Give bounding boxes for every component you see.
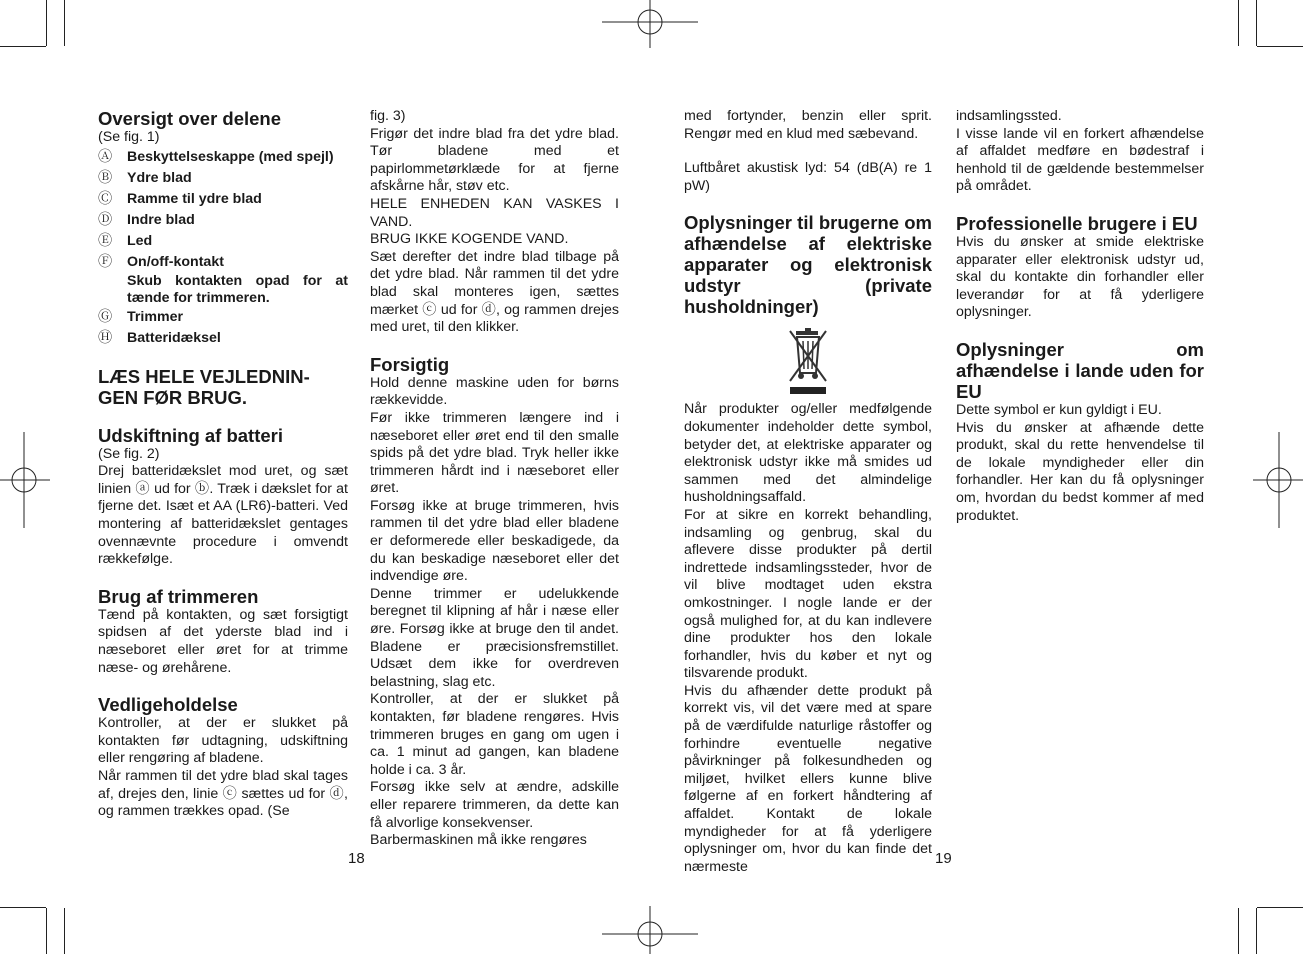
disposal-heading: Oplysninger til brugerne om afhændelse af elektriske apparater og elektronisk udstyr (private husholdninger) [684, 212, 932, 318]
part-item [98, 168, 348, 189]
non-eu-text: Dette symbol er kun gyldigt i EU. [956, 401, 1162, 418]
part-letter: Ⓐ [98, 148, 113, 165]
crossed-out-wheelie-bin-icon [784, 325, 832, 397]
part-letter: Ⓑ [98, 169, 113, 186]
use-text: Tænd på kontakten, og sæt forsigtigt spidsen af det yderste blad ind i næseboret eller øret for at trimme næse- og ørehårene. [98, 606, 348, 676]
caution-text: Forsøg ikke at bruge trimmeren, hvis rammen til det ydre blad eller bladene er deformerede eller beskadigede, da du kan beskadige næseboret eller det indvendige øre. [370, 497, 619, 585]
body-text: indsamlingssted. [956, 108, 1062, 124]
registration-mark-left [0, 430, 50, 530]
disposal-text: Når produkter og/eller medfølgende dokumenter indeholder dette symbol, betyder det, at elektriske apparater og elektronisk udstyr ikke må smides ud sammen med det almindelige husholdningsaffald. [684, 401, 932, 506]
crop-mark [64, 908, 65, 954]
part-name: Indre blad [127, 211, 195, 228]
part-item [98, 252, 348, 273]
crop-mark [0, 907, 46, 908]
use-heading: Brug af trimmeren [98, 585, 259, 607]
page-number-left: 18 [348, 850, 365, 867]
part-name: Batteridæksel [127, 329, 221, 346]
crop-mark [46, 0, 47, 46]
caution-text: Denne trimmer er udelukkende beregnet til klipning af hår i næse eller øre. Forsøg ikke at bruge den til andet. Bladene er præcisionsfremstillet. Udsæt dem ikke for overdreven belastning, slag etc. [370, 585, 619, 690]
part-letter: Ⓒ [98, 190, 113, 207]
professional-users-text: Hvis du ønsker at smide elektriske apparater eller elektronisk udstyr ud, skal du kontakte din forhandler eller leverandør for at få yderligere oplysninger. [956, 233, 1204, 321]
professional-users-heading: Professionelle brugere i EU [956, 212, 1198, 234]
part-item [98, 210, 348, 231]
body-text: I visse lande vil en forkert afhændelse af affaldet medføre en bødestraf i henhold til de gældende bestemmelser på området. [956, 125, 1204, 195]
caution-text: Barbermaskinen må ikke rengøres [370, 832, 587, 849]
care-heading: Vedligeholdelse [98, 694, 238, 716]
part-item [98, 189, 348, 210]
crop-mark [64, 0, 65, 46]
column-1 [98, 108, 348, 821]
caution-text: Kontroller, at der er slukket på kontakten, før bladene rengøres. Hvis trimmeren bruges en gang om ugen i ca. 1 minut ad gangen, kan bladene holde i ca. 3 år. [370, 691, 619, 778]
registration-mark-top [600, 0, 700, 48]
body-text: Sæt derefter det indre blad tilbage på det ydre blad. Når rammen til det ydre blad skal monteres igen, sættes mærket ⓒ ud for ⓓ, og rammen drejes med uret, til den klikker. [370, 248, 619, 336]
crop-mark [46, 908, 47, 954]
part-item [98, 231, 348, 252]
switch-note: Skub kontakten opad for at tænde for trimmeren. [127, 272, 348, 306]
caution-text: Hold denne maskine uden for børns rækkevidde. [370, 374, 619, 409]
part-name: Ydre blad [127, 169, 192, 186]
part-item [98, 328, 348, 349]
disposal-text: Hvis du afhænder dette produkt på korrekt vis, vil det være med at spare på de værdifulde naturlige råstoffer og forhindre eventuelle negative påvirkninger på folkesundheden og miljøet, hvilket ellers kunne blive følgerne af en forkert håndtering af affaldet. Kontakt de lokale myndigheder for at få yderligere oplysninger om, hvor du kan finde det nærmeste [684, 682, 932, 875]
column-3 [684, 108, 932, 876]
non-eu-text: Hvis du ønsker at afhænde dette produkt, skal du rette henvendelse til de lokale myndigheder eller din forhandler. Her kan du få oplysninger om, hvordan du bedst kommer af med produktet. [956, 419, 1204, 524]
part-letter: Ⓖ [98, 308, 113, 325]
parts-figure-ref: (Se fig. 1) [98, 129, 160, 145]
part-item [98, 147, 348, 168]
part-name: Ramme til ydre blad [127, 190, 262, 207]
column-2 [370, 108, 619, 850]
part-name: Trimmer [127, 308, 183, 325]
battery-text: Drej batteridækslet mod uret, og sæt linien ⓐ ud for ⓑ. Træk i dækslet for at fjerne det. Isæt et AA (LR6)-batteri. Ved montering af batteridækslet gentages ovennævnte procedure i omvendt rækkefølge. [98, 463, 348, 568]
registration-mark-bottom [600, 906, 700, 954]
part-letter: Ⓗ [98, 329, 113, 346]
battery-heading: Udskiftning af batteri [98, 424, 284, 446]
caution-text: Før ikke trimmeren længere ind i næseboret eller øret end til den smalle spids på det ydre blad. Tryk heller ikke trimmeren hårdt ind i næseboret eller øret. [370, 409, 619, 497]
read-instructions-heading: LÆS HELE VEJLEDNIN-GEN FØR BRUG. [98, 365, 310, 408]
part-name: On/off-kontakt [127, 253, 224, 270]
part-letter: Ⓕ [98, 253, 113, 270]
crop-mark [1257, 46, 1303, 47]
crop-mark [1238, 0, 1239, 46]
caps-warning: BRUG IKKE KOGENDE VAND. [370, 231, 569, 248]
part-letter: Ⓔ [98, 232, 113, 249]
non-eu-heading: Oplysninger om afhændelse i lande uden for EU [956, 338, 1204, 402]
caution-text: Forsøg ikke selv at ændre, adskille eller reparere trimmeren, da dette kan få alvorlige konsekvenser. [370, 779, 619, 831]
disposal-text: For at sikre en korrekt behandling, indsamling og genbrug, skal du aflevere disse produkter på dertil indrettede indsamlingssteder, hvor de vil blive modtaget uden ekstra omkostninger. I nogle lande er der også mulighed for, at du kan indlevere dine produkter hos den lokale forhandler, hvis du køber et nyt og tilsvarende produkt. [684, 506, 932, 682]
body-text: Frigør det indre blad fra det ydre blad. Tør bladene med et papirlommetørklæde for at fjerne afskårne hår, støv etc. [370, 125, 619, 195]
column-4 [956, 108, 1204, 525]
crop-mark [1238, 908, 1239, 954]
registration-mark-right [1253, 430, 1303, 530]
part-letter: Ⓓ [98, 211, 113, 228]
crop-mark [1256, 0, 1257, 46]
caution-heading: Forsigtig [370, 353, 450, 375]
part-item [98, 307, 348, 328]
figure-ref: fig. 3) [370, 108, 406, 124]
parts-heading: Oversigt over delene [98, 108, 282, 129]
noise-level: Luftbåret akustisk lyd: 54 (dB(A) re 1 pW) [684, 160, 932, 194]
care-text: Kontroller, at der er slukket på kontakten før udtagning, udskiftning eller rengøring af bladene. [98, 715, 348, 767]
caps-warning: HELE ENHEDEN KAN VASKES I VAND. [370, 195, 619, 230]
body-text: med fortynder, benzin eller sprit. Rengør med en klud med sæbevand. [684, 108, 932, 142]
battery-figure-ref: (Se fig. 2) [98, 445, 160, 462]
part-name: Beskyttelseskappe (med spejl) [127, 148, 334, 165]
page-number-right: 19 [935, 850, 952, 867]
care-text: Når rammen til det ydre blad skal tages af, drejes den, linie ⓒ sættes ud for ⓓ, og rammen trækkes opad. (Se [98, 767, 348, 820]
part-name: Led [127, 232, 153, 249]
crop-mark [1256, 908, 1257, 954]
crop-mark [0, 46, 46, 47]
crop-mark [1257, 907, 1303, 908]
